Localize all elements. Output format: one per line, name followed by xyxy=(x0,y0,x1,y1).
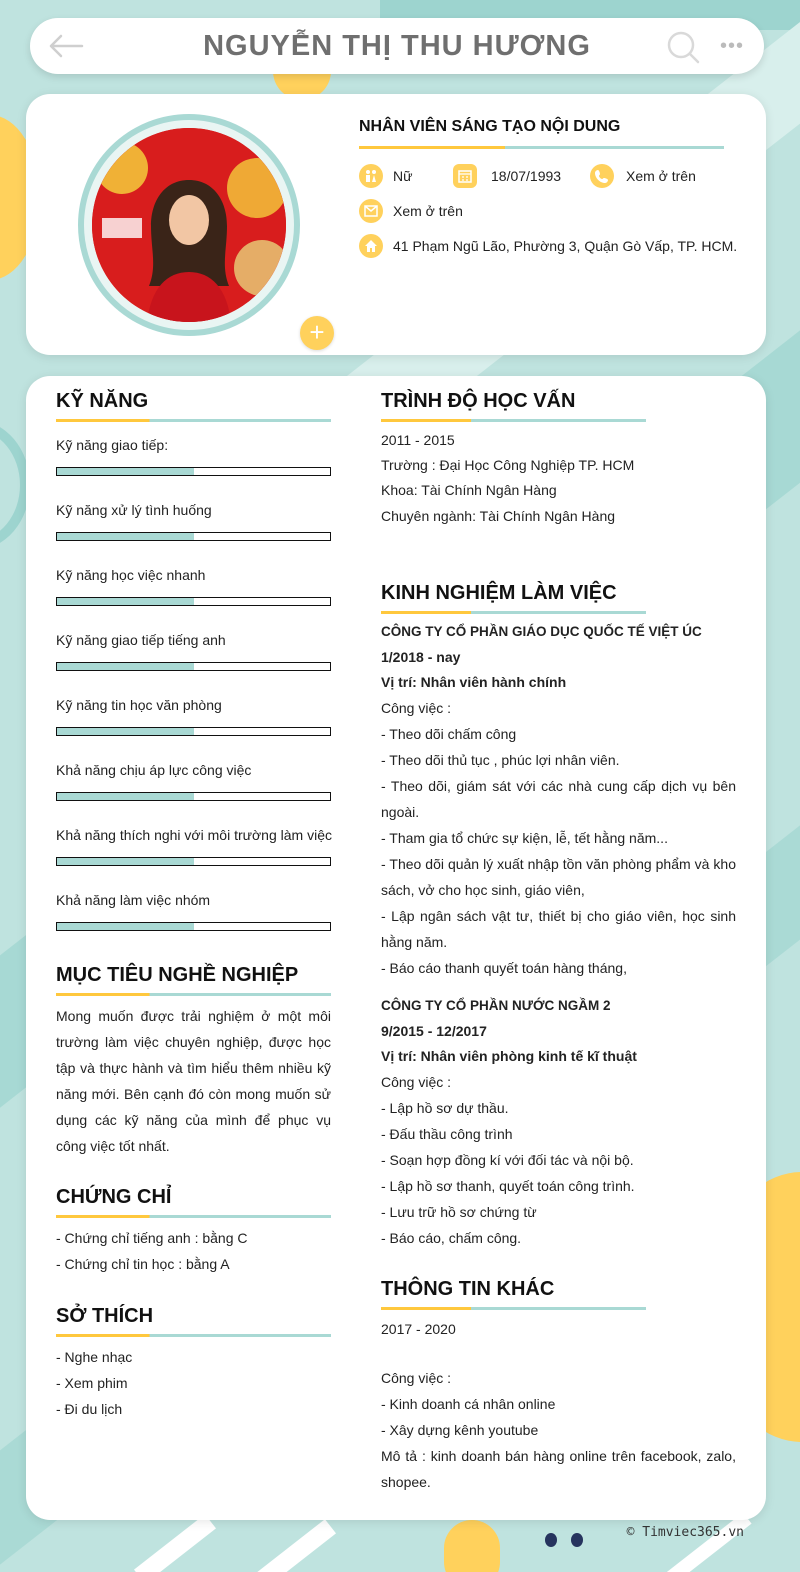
education-title: TRÌNH ĐỘ HỌC VẤN xyxy=(381,390,576,412)
education-line: 2011 - 2015 xyxy=(381,432,455,448)
back-arrow-icon[interactable] xyxy=(48,32,84,60)
task-line: - Đấu thầu công trình xyxy=(381,1126,513,1142)
phone-icon xyxy=(590,164,614,188)
task-line: - Soạn hợp đồng kí với đối tác và nội bộ. xyxy=(381,1152,634,1168)
task-line: Công việc : xyxy=(381,1370,452,1386)
skill-label: Kỹ năng tin học văn phòng xyxy=(56,697,222,713)
task-line: - Lưu trữ hồ sơ chứng từ xyxy=(381,1204,537,1220)
add-photo-button[interactable]: + xyxy=(300,316,334,350)
objective-text: Mong muốn được trải nghiệm ở một môi trường làm việc chuyên nghiệp, được học tập và thực hành và tìm hiểu thêm nhiều kỹ năng mới. Bên cạnh đó còn mong muốn sử dụng các kỹ năng của mình để phục vụ công việc tốt nhất. xyxy=(56,1008,331,1154)
experience-underline xyxy=(381,611,646,614)
company-name: CÔNG TY CỔ PHẦN GIÁO DỤC QUỐC TẾ VIỆT ÚC xyxy=(381,624,702,639)
task-line: Công việc : xyxy=(381,1074,452,1090)
email-info xyxy=(359,199,463,223)
skill-label: Kỹ năng học việc nhanh xyxy=(56,567,206,583)
skill-bar xyxy=(56,467,331,476)
task-line: - Lập ngân sách vật tư, thiết bị cho giáo viên, học sinh hằng năm. xyxy=(381,908,736,950)
task-line: Công việc : xyxy=(381,700,452,716)
skill-label: Kỹ năng giao tiếp tiếng anh xyxy=(56,632,226,648)
task-line: - Tham gia tổ chức sự kiện, lễ, tết hằng năm... xyxy=(381,830,668,846)
skill-fill xyxy=(57,663,194,670)
header-bar xyxy=(30,18,764,74)
task-line: - Báo cáo, chấm công. xyxy=(381,1230,522,1246)
skill-fill xyxy=(57,533,194,540)
education-underline xyxy=(381,419,646,422)
education-line: Chuyên ngành: Tài Chính Ngân Hàng xyxy=(381,508,616,524)
objective-title: MỤC TIÊU NGHỀ NGHIỆP xyxy=(56,964,299,986)
home-icon xyxy=(359,234,383,258)
profile-card xyxy=(26,94,766,355)
skill-fill xyxy=(57,468,194,475)
skill-bar xyxy=(56,727,331,736)
page-title: NGUYỄN THỊ THU HƯƠNG xyxy=(203,29,591,62)
resume-body-card xyxy=(26,376,766,1520)
skill-label: Khả năng làm việc nhóm xyxy=(56,892,211,908)
job-title: NHÂN VIÊN SÁNG TẠO NỘI DUNG xyxy=(359,118,621,135)
certificates-title: CHỨNG CHỈ xyxy=(56,1186,172,1208)
gender-value: Nữ xyxy=(393,168,413,184)
list-item: - Xem phim xyxy=(56,1375,128,1391)
skills-title: KỸ NĂNG xyxy=(56,390,149,412)
skill-label: Kỹ năng giao tiếp: xyxy=(56,437,169,453)
certificates-underline xyxy=(56,1215,331,1218)
gender-info xyxy=(359,164,412,188)
birthday-value: 18/07/1993 xyxy=(491,168,562,184)
task-line: - Xây dựng kênh youtube xyxy=(381,1422,539,1438)
calendar-icon xyxy=(453,164,477,188)
bg-white-stripe xyxy=(134,1514,216,1572)
task-line: - Theo dõi chấm công xyxy=(381,726,517,742)
skill-fill xyxy=(57,728,194,735)
skill-bar xyxy=(56,792,331,801)
gender-icon xyxy=(359,164,383,188)
job-position: Vị trí: Nhân viên phòng kinh tế kĩ thuật xyxy=(381,1048,637,1064)
job-position: Vị trí: Nhân viên hành chính xyxy=(381,674,567,690)
hobbies-title: SỞ THÍCH xyxy=(56,1305,154,1327)
email-value: Xem ở trên xyxy=(393,203,463,219)
skill-label: Khả năng chịu áp lực công việc xyxy=(56,762,252,778)
list-item: - Đi du lịch xyxy=(56,1401,123,1417)
phone-info xyxy=(590,164,696,188)
task-line: - Báo cáo thanh quyết toán hàng tháng, xyxy=(381,960,627,976)
bg-white-stripe xyxy=(254,1519,336,1572)
skill-label: Khả năng thích nghi với môi trường làm việc xyxy=(56,827,332,843)
task-line: - Lập hồ sơ thanh, quyết toán công trình. xyxy=(381,1178,635,1194)
skill-fill xyxy=(57,793,194,800)
other-info-underline xyxy=(381,1307,646,1310)
skill-bar xyxy=(56,857,331,866)
task-line: - Lập hồ sơ dự thầu. xyxy=(381,1100,509,1116)
birthday-info xyxy=(453,164,561,188)
skill-bar xyxy=(56,662,331,671)
task-line: - Kinh doanh cá nhân online xyxy=(381,1396,556,1412)
more-icon[interactable]: ••• xyxy=(719,35,744,57)
skill-fill xyxy=(57,923,194,930)
watermark: © Timviec365.vn xyxy=(626,1525,744,1540)
search-icon[interactable] xyxy=(666,30,700,64)
skill-bar xyxy=(56,597,331,606)
education-line: Trường : Đại Học Công Nghiệp TP. HCM xyxy=(381,457,635,473)
phone-value: Xem ở trên xyxy=(626,168,696,184)
list-item: - Nghe nhạc xyxy=(56,1349,133,1365)
bg-dot xyxy=(545,1533,557,1547)
title-underline xyxy=(359,146,724,149)
company-name: CÔNG TY CỔ PHẦN NƯỚC NGẦM 2 xyxy=(381,998,611,1013)
skill-bar xyxy=(56,922,331,931)
skill-bar xyxy=(56,532,331,541)
skill-label: Kỹ năng xử lý tình huống xyxy=(56,502,212,518)
bg-white-stripe xyxy=(648,1513,751,1572)
email-icon xyxy=(359,199,383,223)
task-line: - Theo dõi thủ tục , phúc lợi nhân viên. xyxy=(381,752,620,768)
objective-underline xyxy=(56,993,331,996)
task-line: - Theo dõi, giám sát với các nhà cung cấp dịch vụ bên ngoài. xyxy=(381,778,736,820)
bg-dot xyxy=(571,1533,583,1547)
education-line: Khoa: Tài Chính Ngân Hàng xyxy=(381,482,557,498)
skill-fill xyxy=(57,598,194,605)
avatar-frame xyxy=(78,114,325,347)
list-item: - Chứng chỉ tin học : bằng A xyxy=(56,1256,230,1272)
address-value: 41 Phạm Ngũ Lão, Phường 3, Quận Gò Vấp, TP. HCM. xyxy=(393,238,738,254)
job-period: 9/2015 - 12/2017 xyxy=(381,1023,487,1039)
skills-underline xyxy=(56,419,331,422)
address-info xyxy=(359,234,737,258)
bg-yellow-shape xyxy=(444,1520,500,1572)
skill-fill xyxy=(57,858,194,865)
other-info-title: THÔNG TIN KHÁC xyxy=(381,1278,555,1300)
other-period: 2017 - 2020 xyxy=(381,1321,456,1337)
job-period: 1/2018 - nay xyxy=(381,649,461,665)
task-line: Mô tả : kinh doanh bán hàng online trên facebook, zalo, shopee. xyxy=(381,1448,736,1490)
hobbies-underline xyxy=(56,1334,331,1337)
task-line: - Theo dõi quản lý xuất nhập tồn văn phòng phẩm và kho sách, vở cho học sinh, giáo viên, xyxy=(381,856,736,898)
experience-title: KINH NGHIỆM LÀM VIỆC xyxy=(381,582,617,604)
list-item: - Chứng chỉ tiếng anh : bằng C xyxy=(56,1230,248,1246)
avatar xyxy=(92,128,286,322)
